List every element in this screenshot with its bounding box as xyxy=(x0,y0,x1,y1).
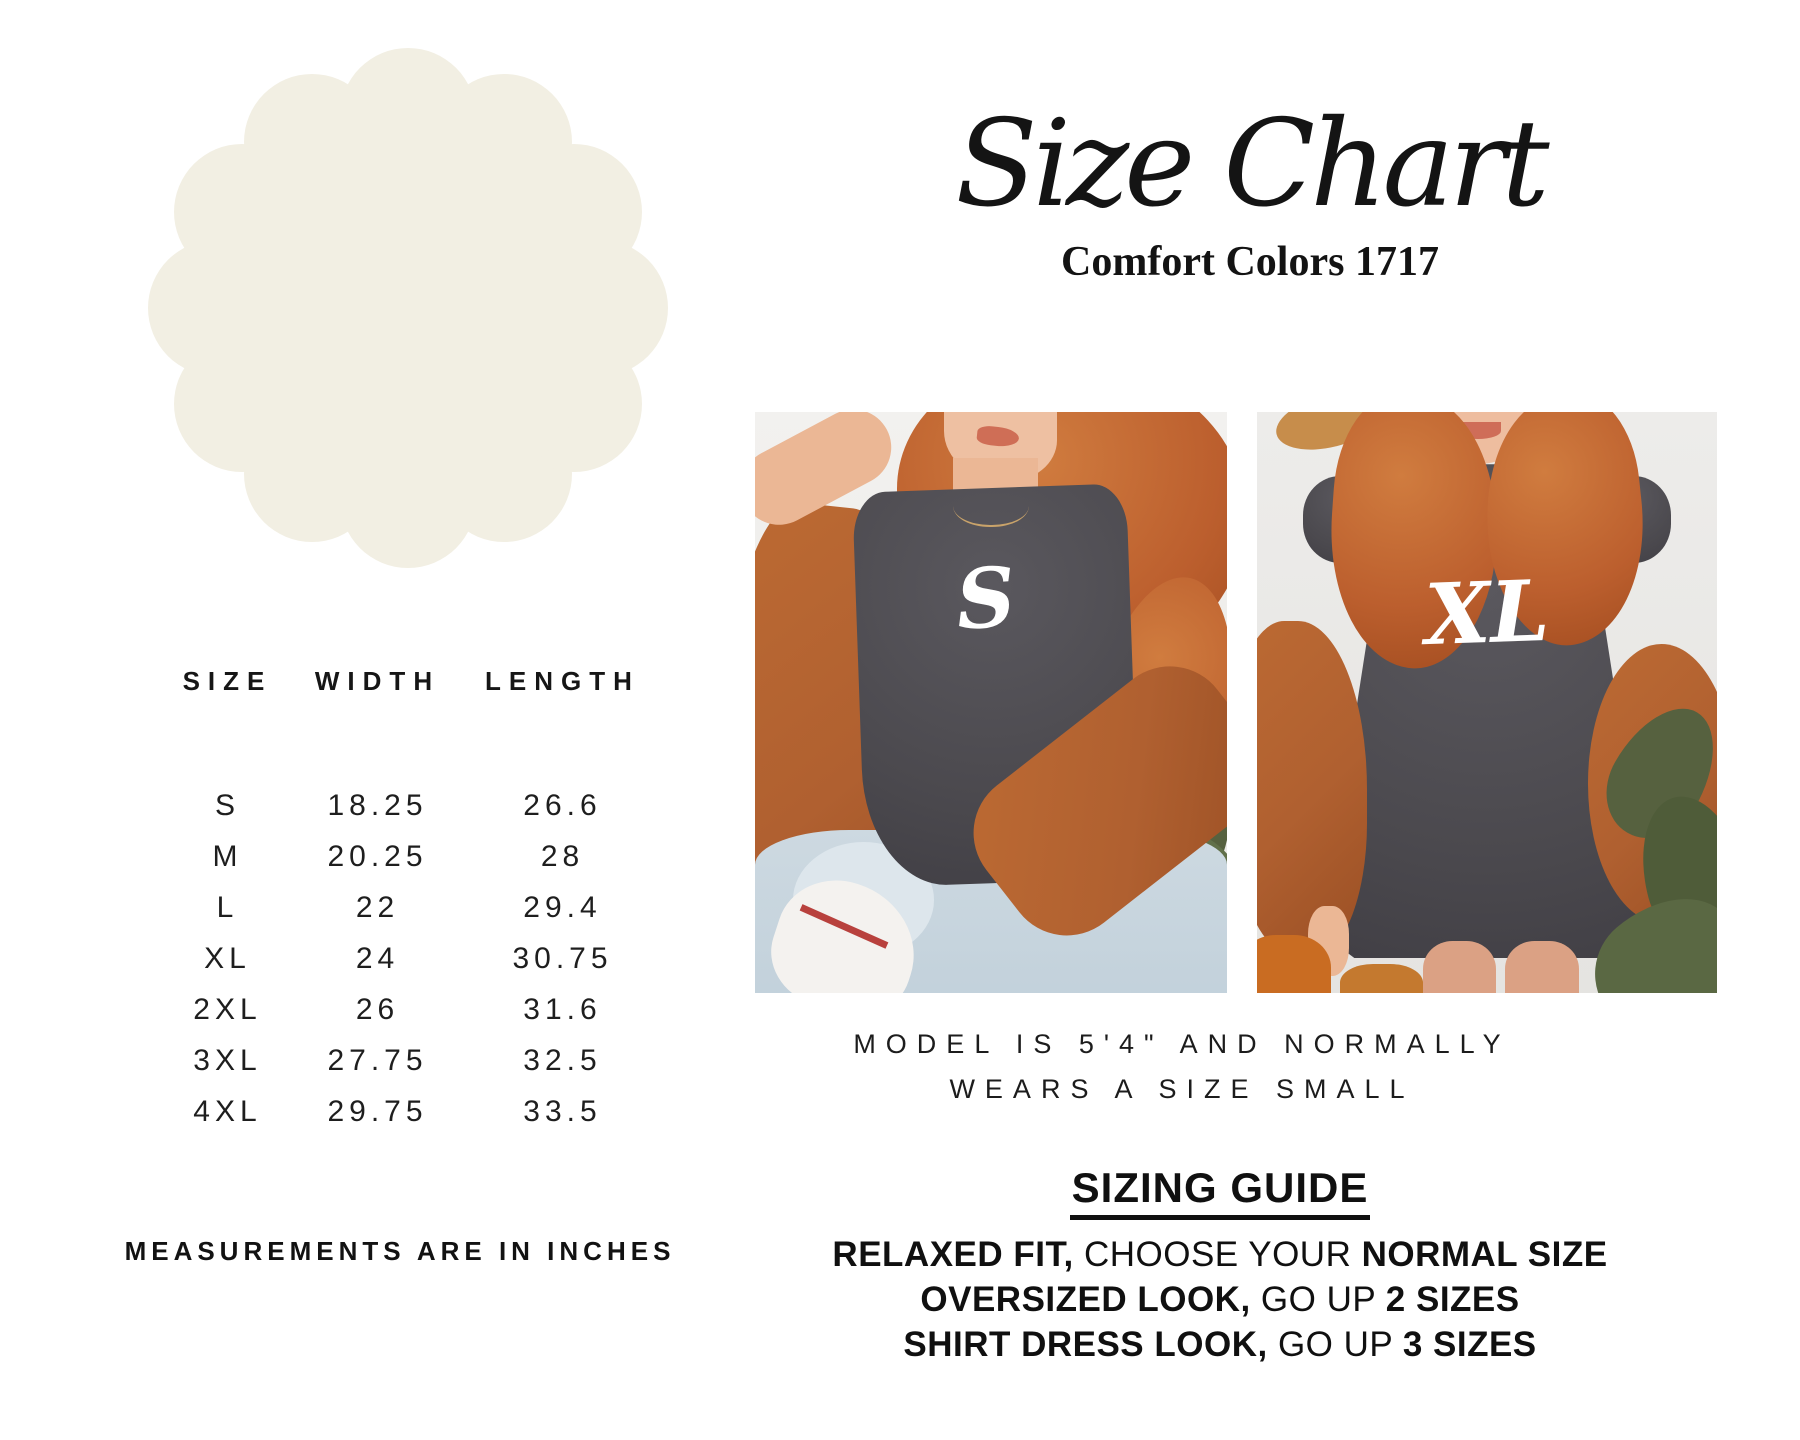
table-row xyxy=(155,840,670,891)
guide-advice: CHOOSE YOUR xyxy=(1073,1235,1362,1274)
table-row xyxy=(155,789,670,840)
length-cell: 28 xyxy=(540,840,585,873)
model-caption xyxy=(752,1022,1612,1112)
width-cell: 24 xyxy=(355,942,400,975)
length-cell: 33.5 xyxy=(523,1095,602,1128)
size-cell: L xyxy=(216,891,239,924)
guide-fit-name: SHIRT DRESS LOOK, xyxy=(903,1325,1268,1364)
size-cell: M xyxy=(212,840,243,873)
length-cell: 32.5 xyxy=(523,1044,602,1077)
header-width: WIDTH xyxy=(314,666,441,696)
width-cell: 26 xyxy=(355,993,400,1026)
table-row xyxy=(155,1044,670,1095)
guide-fit-name: RELAXED FIT, xyxy=(832,1235,1074,1274)
sizing-guide-line xyxy=(760,1232,1680,1277)
shirt-size-letter: S xyxy=(953,549,1020,650)
header-size: SIZE xyxy=(182,666,273,696)
size-table-body xyxy=(155,789,670,1146)
title-block xyxy=(900,78,1600,286)
sizing-guide-lines xyxy=(760,1232,1680,1367)
sizing-guide-title: SIZING GUIDE xyxy=(1070,1164,1371,1220)
scallop-core xyxy=(208,108,608,508)
width-cell: 22 xyxy=(355,891,400,924)
guide-advice: GO UP xyxy=(1250,1280,1386,1319)
shirt-size-letters: XL xyxy=(1423,560,1551,665)
model-caption-line1: MODEL IS 5'4" AND NORMALLY xyxy=(853,1029,1511,1059)
sizing-guide-line xyxy=(760,1322,1680,1367)
scallop-flower-shape xyxy=(148,48,668,568)
length-cell: 31.6 xyxy=(523,993,602,1026)
width-cell: 20.25 xyxy=(327,840,428,873)
size-cell: 4XL xyxy=(193,1095,262,1128)
guide-fit-name: OVERSIZED LOOK, xyxy=(920,1280,1251,1319)
size-table-header xyxy=(155,666,670,697)
width-cell: 18.25 xyxy=(327,789,428,822)
size-cell: 3XL xyxy=(193,1044,262,1077)
table-row xyxy=(155,891,670,942)
measurements-note: MEASUREMENTS ARE IN INCHES xyxy=(124,1236,676,1266)
size-cell: S xyxy=(214,789,240,822)
chair-seat xyxy=(1340,964,1423,993)
sizing-guide-line xyxy=(760,1277,1680,1322)
size-table xyxy=(155,666,670,1146)
page-title: Size Chart xyxy=(955,95,1545,234)
table-row xyxy=(155,1095,670,1146)
guide-size-action: 2 SIZES xyxy=(1385,1280,1520,1319)
page-subtitle: Comfort Colors 1717 xyxy=(1061,239,1439,285)
table-row xyxy=(155,942,670,993)
model-leg xyxy=(1505,941,1579,993)
chair-cushion xyxy=(1257,935,1331,993)
model-photo-size-xl xyxy=(1257,412,1717,993)
size-cell: XL xyxy=(204,942,251,975)
model-photo-size-small xyxy=(755,412,1227,993)
header-length: LENGTH xyxy=(485,666,640,696)
guide-size-action: NORMAL SIZE xyxy=(1361,1235,1608,1274)
model-leg xyxy=(1423,941,1497,993)
guide-size-action: 3 SIZES xyxy=(1402,1325,1537,1364)
model-caption-line2: WEARS A SIZE SMALL xyxy=(949,1074,1415,1104)
length-cell: 29.4 xyxy=(523,891,602,924)
length-cell: 26.6 xyxy=(523,789,602,822)
width-cell: 27.75 xyxy=(327,1044,428,1077)
sizing-guide xyxy=(760,1164,1680,1367)
necklace xyxy=(953,485,1029,528)
guide-advice: GO UP xyxy=(1267,1325,1403,1364)
length-cell: 30.75 xyxy=(512,942,613,975)
size-cell: 2XL xyxy=(193,993,262,1026)
table-row xyxy=(155,993,670,1044)
width-cell: 29.75 xyxy=(327,1095,428,1128)
